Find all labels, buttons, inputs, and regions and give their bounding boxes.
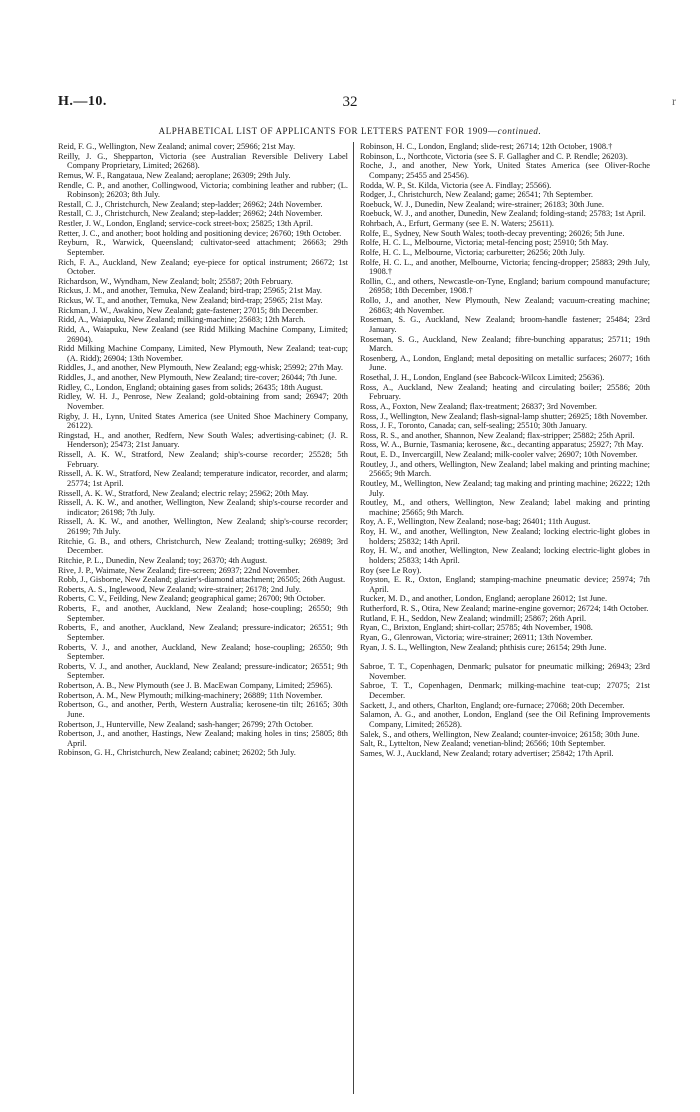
applicant-entry: Rissell, A. K. W., Stratford, New Zealand; temperature indicator, recorder, and alarm; 25774; 1st April. <box>58 469 348 488</box>
applicant-entry: Rutland, F. H., Seddon, New Zealand; windmill; 25867; 26th April. <box>360 613 587 623</box>
applicant-entry: Robertson, A. B., New Plymouth (see J. B. MacEwan Company, Limited; 25965). <box>58 681 333 690</box>
applicant-entry: Roy, A. F., Wellington, New Zealand; nose-bag; 26401; 11th August. <box>360 517 591 527</box>
applicant-entry: Robb, J., Gisborne, New Zealand; glazier's-diamond attachment; 26505; 26th August. <box>58 575 346 585</box>
applicant-entry: Rollo, J., and another, New Plymouth, New Zealand; vacuum-creating machine; 26863; 4th November. <box>360 296 650 315</box>
applicant-entry: Rigby, J. H., Lynn, United States America (see United Shoe Machinery Company, 26122). <box>58 411 348 431</box>
applicant-entry: Routley, J., and others, Wellington, New Zealand; label making and printing machine; 25665; 9th March. <box>360 459 650 479</box>
applicant-entry: Rucker, M. D., and another, London, England; aeroplane 26012; 1st June. <box>360 594 608 604</box>
applicant-entry: Rosenberg, A., London, England; metal depositing on metallic surfaces; 26077; 16th June. <box>360 353 650 373</box>
applicant-entry: Robinson, G. H., Christchurch, New Zealand; cabinet; 26202; 5th July. <box>58 748 296 758</box>
applicant-entry: Roseman, S. G., Auckland, New Zealand; fibre-bunching apparatus; 25711; 19th March. <box>360 334 650 354</box>
applicant-entry: Ross, J., Wellington, New Zealand; flash-signal-lamp shutter; 26925; 18th November. <box>360 411 648 421</box>
applicant-entry: Robinson, L., Northcote, Victoria (see S. F. Gallagher and C. P. Rendle; 26203). <box>360 151 628 161</box>
applicant-entry: Ridd, A., Waiapuku, New Zealand (see Ridd Milking Machine Company, Limited; 26904). <box>58 324 348 344</box>
applicant-entry: Robertson, A. M., New Plymouth; milking-machinery; 26889; 11th November. <box>58 690 323 700</box>
applicant-entry: Ridley, C., London, England; obtaining gases from solids; 26435; 18th August. <box>58 382 323 392</box>
applicant-entry: Ryan, C., Brixton, England; shirt-collar; 25785; 4th November, 1908. <box>360 623 593 633</box>
applicant-entry: Routley, M., Wellington, New Zealand; tag making and printing machine; 26222; 12th July. <box>360 478 650 498</box>
applicant-entry: Rout, E. D., Invercargill, New Zealand; milk-cooler valve; 26907; 10th November. <box>360 450 638 459</box>
applicant-entry: Salt, R., Lyttelton, New Zealand; venetian-blind; 26566; 10th September. <box>360 739 606 749</box>
applicant-entry: Routley, M., and others, Wellington, New Zealand; label making and printing machine; 25665; 9th March. <box>360 498 650 517</box>
applicant-entry: Restall, C. J., Christchurch, New Zealand; step-ladder; 26962; 24th November. <box>58 199 323 209</box>
applicant-entry: Ross, J. F., Toronto, Canada; can, self-sealing; 25510; 30th January. <box>360 421 587 431</box>
applicant-entry: Ryan, G., Glenrowan, Victoria; wire-strainer; 26911; 13th November. <box>360 632 593 642</box>
applicant-entry: Roberts, C. V., Feilding, New Zealand; geographical game; 26700; 9th October. <box>58 594 326 604</box>
applicant-entry: Rickus, W. T., and another, Temuka, New Zealand; bird-trap; 25965; 21st May. <box>58 296 323 305</box>
applicant-entry: Rendle, C. P., and another, Collingwood, Victoria; combining leather and rubber; (L. Robinson); 26203; 8th July. <box>58 180 348 200</box>
applicant-entry: Rickus, J. M., and another, Temuka, New Zealand; bird-trap; 25965; 21st May. <box>58 286 322 296</box>
applicant-entry: Roberts, V. J., and another, Auckland, New Zealand; hose-coupling; 26550; 9th September. <box>58 642 348 662</box>
applicant-entry: Sames, W. J., Auckland, New Zealand; rotary advertiser; 25842; 17th April. <box>360 748 614 758</box>
applicant-entry: Reyburn, R., Warwick, Queensland; cultivator-seed attachment; 26663; 29th September. <box>58 238 348 257</box>
applicant-entry: Ridd, A., Waiapuku, New Zealand; milking-machine; 25683; 12th March. <box>58 315 306 325</box>
applicant-entry: Roberts, F., and another, Auckland, New Zealand; hose-coupling; 26550; 9th September. <box>58 604 348 623</box>
left-column <box>58 142 348 758</box>
applicant-entry: Roberts, F., and another, Auckland, New Zealand; pressure-indicator; 26551; 9th September. <box>58 623 348 642</box>
applicant-entry: Rolfe, H. C. L., and another, Melbourne, Victoria; fencing-dropper; 25883; 29th July, 1908.† <box>360 257 650 277</box>
applicant-entry: Sabroe, T. T., Copenhagen, Denmark; pulsator for pneumatic milking; 26943; 23rd November. <box>360 662 650 681</box>
applicant-entry: Robertson, G., and another, Perth, Western Australia; kerosene-tin tilt; 26165; 30th June. <box>58 700 348 719</box>
applicant-entry: Robertson, J., Hunterville, New Zealand; sash-hanger; 26799; 27th October. <box>58 719 314 729</box>
applicant-entry: Ryan, J. S. L., Wellington, New Zealand; phthisis cure; 26154; 29th June. <box>360 642 607 652</box>
applicant-entry: Ridley, W. H. J., Penrose, New Zealand; gold-obtaining from sand; 26947; 20th November. <box>58 392 348 411</box>
applicant-entry: Ross, R. S., and another, Shannon, New Zealand; flax-stripper; 25882; 25th April. <box>360 430 635 440</box>
applicant-entry: Rissell, A. K. W., Stratford, New Zealand; electric relay; 25962; 20th May. <box>58 488 309 498</box>
applicant-entry: Rolfe, H. C. L., Melbourne, Victoria; carburetter; 26256; 20th July. <box>360 247 585 257</box>
applicant-entry: Roberts, V. J., and another, Auckland, New Zealand; pressure-indicator; 26551; 9th September. <box>58 661 348 681</box>
applicant-entry: Rodger, J., Christchurch, New Zealand; game; 26541; 7th September. <box>360 190 593 200</box>
applicant-entry: Rissell, A. K. W., Stratford, New Zealand; ship's-course recorder; 25528; 5th February. <box>58 450 348 469</box>
document-reference: H.—10. <box>58 94 107 109</box>
column-divider <box>353 142 354 1094</box>
applicant-entry: Royston, E. R., Oxton, England; stamping-machine pneumatic device; 25974; 7th April. <box>360 575 650 594</box>
applicant-entry: Rutherford, R. S., Otira, New Zealand; marine-engine governor; 26724; 14th October. <box>360 604 649 613</box>
applicant-entry: Rollin, C., and others, Newcastle-on-Tyne, England; barium compound manufacture; 26958; 18th December, 1908.† <box>360 276 650 296</box>
applicant-entry: Rich, F. A., Auckland, New Zealand; eye-piece for optical instrument; 26672; 1st October. <box>58 257 348 277</box>
applicant-entry: Sabroe, T. T., Copenhagen, Denmark; milking-machine teat-cup; 27075; 21st December. <box>360 681 650 700</box>
applicant-entry: Reid, F. G., Wellington, New Zealand; animal cover; 25966; 21st May. <box>58 142 296 151</box>
applicant-entry: Robertson, J., and another, Hastings, New Zealand; making holes in tins; 25805; 8th April. <box>58 729 348 748</box>
corner-mark: r <box>672 94 676 108</box>
heading-continued: continued. <box>497 126 542 136</box>
applicant-entry: Roy (see Le Roy). <box>360 565 422 575</box>
applicant-entry: Rissell, A. K. W., and another, Wellington, New Zealand; ship's-course recorder and indicator; 26198; 7th July. <box>58 498 348 517</box>
applicant-entry: Ross, A., Auckland, New Zealand; heating and circulating boiler; 25586; 20th February. <box>360 382 650 402</box>
applicant-entry: Restler, J. W., London, England; service-cock street-box; 25825; 13th April. <box>58 219 313 228</box>
applicant-entry: Reilly, J. G., Shepparton, Victoria (see Australian Reversible Delivery Label Company Proprietary, Limited; 26268). <box>58 151 348 171</box>
page-heading <box>0 126 700 136</box>
applicant-entry: Ross, A., Foxton, New Zealand; flax-treatment; 26837; 3rd November. <box>360 401 598 411</box>
applicant-entry: Rosethal, J. H., London, England (see Babcock-Wilcox Limited; 25636). <box>360 373 605 382</box>
applicant-entry: Retter, J. C., and another; boot holding and positioning device; 26760; 19th October. <box>58 228 342 238</box>
applicant-entry: Salek, S., and others, Wellington, New Zealand; counter-invoice; 26158; 30th June. <box>360 729 640 739</box>
applicant-entry: Riddles, J., and another, New Plymouth, New Zealand; tire-cover; 26044; 7th June. <box>58 373 338 382</box>
applicant-entry: Rolfe, E., Sydney, New South Wales; tooth-decay preventing; 26026; 5th June. <box>360 228 625 238</box>
applicant-entry: Roy, H. W., and another, Wellington, New Zealand; locking electric-light globes in holders; 25832; 14th April. <box>360 527 650 546</box>
applicant-entry: Richardson, W., Wyndham, New Zealand; bolt; 25587; 20th February. <box>58 276 293 286</box>
applicant-entry: Rohrbach, A., Erfurt, Germany (see E. N. Waters; 25611). <box>360 219 554 228</box>
applicant-entry: Rodda, W. P., St. Kilda, Victoria (see A. Findlay; 25566). <box>360 180 552 190</box>
applicant-entry: Salamon, A. G., and another, London, England (see the Oil Refining Improvements Company, Limited; 26528). <box>360 710 650 729</box>
applicant-entry: Rissell, A. K. W., and another, Wellington, New Zealand; ship's-course recorder; 26199; 7th July. <box>58 517 348 536</box>
page-number: 32 <box>342 94 358 110</box>
heading-title: ALPHABETICAL LIST OF APPLICANTS FOR LETTERS PATENT FOR 1909— <box>158 126 498 136</box>
applicant-entry: Roseman, S. G., Auckland, New Zealand; broom-handle fastener; 25484; 23rd January. <box>360 315 650 334</box>
applicant-entry: Restall, C. J., Christchurch, New Zealand; step-ladder; 26962; 24th November. <box>58 209 323 219</box>
applicant-entry: Riddles, J., and another, New Plymouth, New Zealand; egg-whisk; 25992; 27th May. <box>58 363 343 373</box>
applicant-entry: Roche, J., and another, New York, United States America (see Oliver-Roche Company; 25455 and 25456). <box>360 161 650 180</box>
applicant-entry: Robinson, H. C., London, England; slide-rest; 26714; 12th October, 1908.† <box>360 142 613 151</box>
applicant-entry: Rickman, J. W., Awakino, New Zealand; gate-fastener; 27015; 8th December. <box>58 305 318 315</box>
applicant-entry: Roy, H. W., and another, Wellington, New Zealand; locking electric-light globes in holders; 25833; 14th April. <box>360 546 650 565</box>
applicant-entry: Remus, W. F., Rangataua, New Zealand; aeroplane; 26309; 29th July. <box>58 170 291 180</box>
applicant-entry: Ridd Milking Machine Company, Limited, New Plymouth, New Zealand; teat-cup; (A. Ridd); 26904; 13th November. <box>58 344 348 363</box>
applicant-entry: Roberts, A. S., Inglewood, New Zealand; wire-strainer; 26178; 2nd July. <box>58 584 301 594</box>
applicant-entry: Ringstad, H., and another, Redfern, New South Wales; advertising-cabinet; (J. R. Henderson); 25473; 21st January. <box>58 430 348 450</box>
applicant-entry: Roebuck, W. J., Dunedin, New Zealand; wire-strainer; 26183; 30th June. <box>360 199 604 209</box>
applicant-entry: Ross, W. A., Burnie, Tasmania; kerosene, &c., decanting apparatus; 25927; 7th May. <box>360 440 644 450</box>
right-column <box>360 142 650 758</box>
applicant-entry: Rolfe, H. C. L., Melbourne, Victoria; metal-fencing post; 25910; 5th May. <box>360 238 609 248</box>
applicant-entry: Ritchie, G. B., and others, Christchurch, New Zealand; trotting-sulky; 26989; 3rd December. <box>58 536 348 556</box>
applicant-entry: Rive, J. P., Waimate, New Zealand; fire-screen; 26937; 22nd November. <box>58 565 300 575</box>
applicant-entry: Sackett, J., and others, Charlton, England; ore-furnace; 27068; 20th December. <box>360 700 625 710</box>
applicant-entry: Roebuck, W. J., and another, Dunedin, New Zealand; folding-stand; 25783; 1st April. <box>360 209 646 219</box>
applicant-entry: Ritchie, P. L., Dunedin, New Zealand; toy; 26370; 4th August. <box>58 555 268 565</box>
